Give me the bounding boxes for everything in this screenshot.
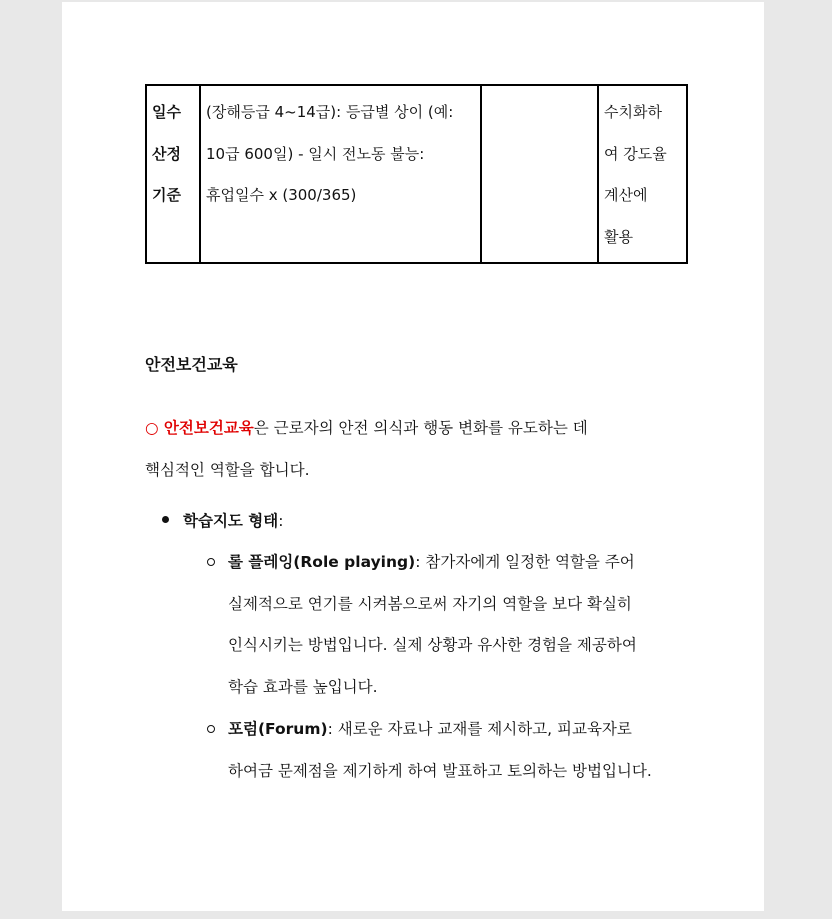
- sub-item-term: 롤 플레잉(Role playing): [228, 553, 416, 571]
- sub-item-text: 인식시키는 방법입니다. 실제 상황과 유사한 경험을 제공하여: [228, 636, 637, 654]
- bullet-label-suffix: :: [278, 512, 284, 530]
- sub-item-role-playing: [228, 542, 698, 708]
- sub-item-forum: [228, 709, 698, 792]
- description-line: 휴업일수 x (300/365): [206, 186, 357, 204]
- bullet-dot-icon: [162, 516, 169, 523]
- intro-paragraph: [145, 407, 705, 491]
- table-cell-description: [200, 85, 481, 263]
- sub-item-text: 실제적으로 연기를 시켜봄으로써 자기의 역할을 보다 확실히: [228, 594, 632, 613]
- section-heading: 안전보건교육: [145, 355, 238, 374]
- note-line: 계산에: [604, 186, 648, 204]
- document-page: [62, 2, 764, 911]
- hollow-circle-bullet-icon: [207, 558, 215, 566]
- header-line: 기준: [152, 186, 181, 204]
- hollow-circle-bullet-icon: [207, 725, 215, 733]
- intro-text: 은 근로자의 안전 의식과 행동 변화를 유도하는 데: [253, 419, 588, 437]
- header-line: 일수: [152, 103, 181, 121]
- sub-item-text: 학습 효과를 높입니다.: [228, 677, 378, 696]
- sub-item-term: 포럼(Forum): [228, 720, 328, 738]
- table-row: [146, 85, 687, 263]
- sub-item-text: : 참가자에게 일정한 역할을 주어: [415, 553, 635, 571]
- table-cell-header: [146, 85, 200, 263]
- note-line: 수치화하: [604, 103, 662, 121]
- intro-highlight: ○ 안전보건교육: [145, 419, 254, 437]
- description-line: (장해등급 4~14급): 등급별 상이 (예:: [206, 103, 454, 121]
- bullet-item: [162, 505, 283, 537]
- bullet-label: 학습지도 형태: [183, 512, 279, 530]
- note-line: 활용: [604, 227, 633, 246]
- criteria-table: [145, 84, 688, 264]
- intro-text: 핵심적인 역할을 합니다.: [145, 461, 310, 479]
- sub-item-text: 하여금 문제점을 제기하게 하여 발표하고 토의하는 방법입니다.: [228, 761, 652, 780]
- table-cell-note: [598, 85, 687, 263]
- header-line: 산정: [152, 144, 181, 163]
- sub-item-text: : 새로운 자료나 교재를 제시하고, 피교육자로: [327, 720, 632, 738]
- table-cell-empty: [481, 85, 598, 263]
- note-line: 여 강도율: [604, 144, 667, 163]
- description-line: 10급 600일) - 일시 전노동 불능:: [206, 144, 425, 163]
